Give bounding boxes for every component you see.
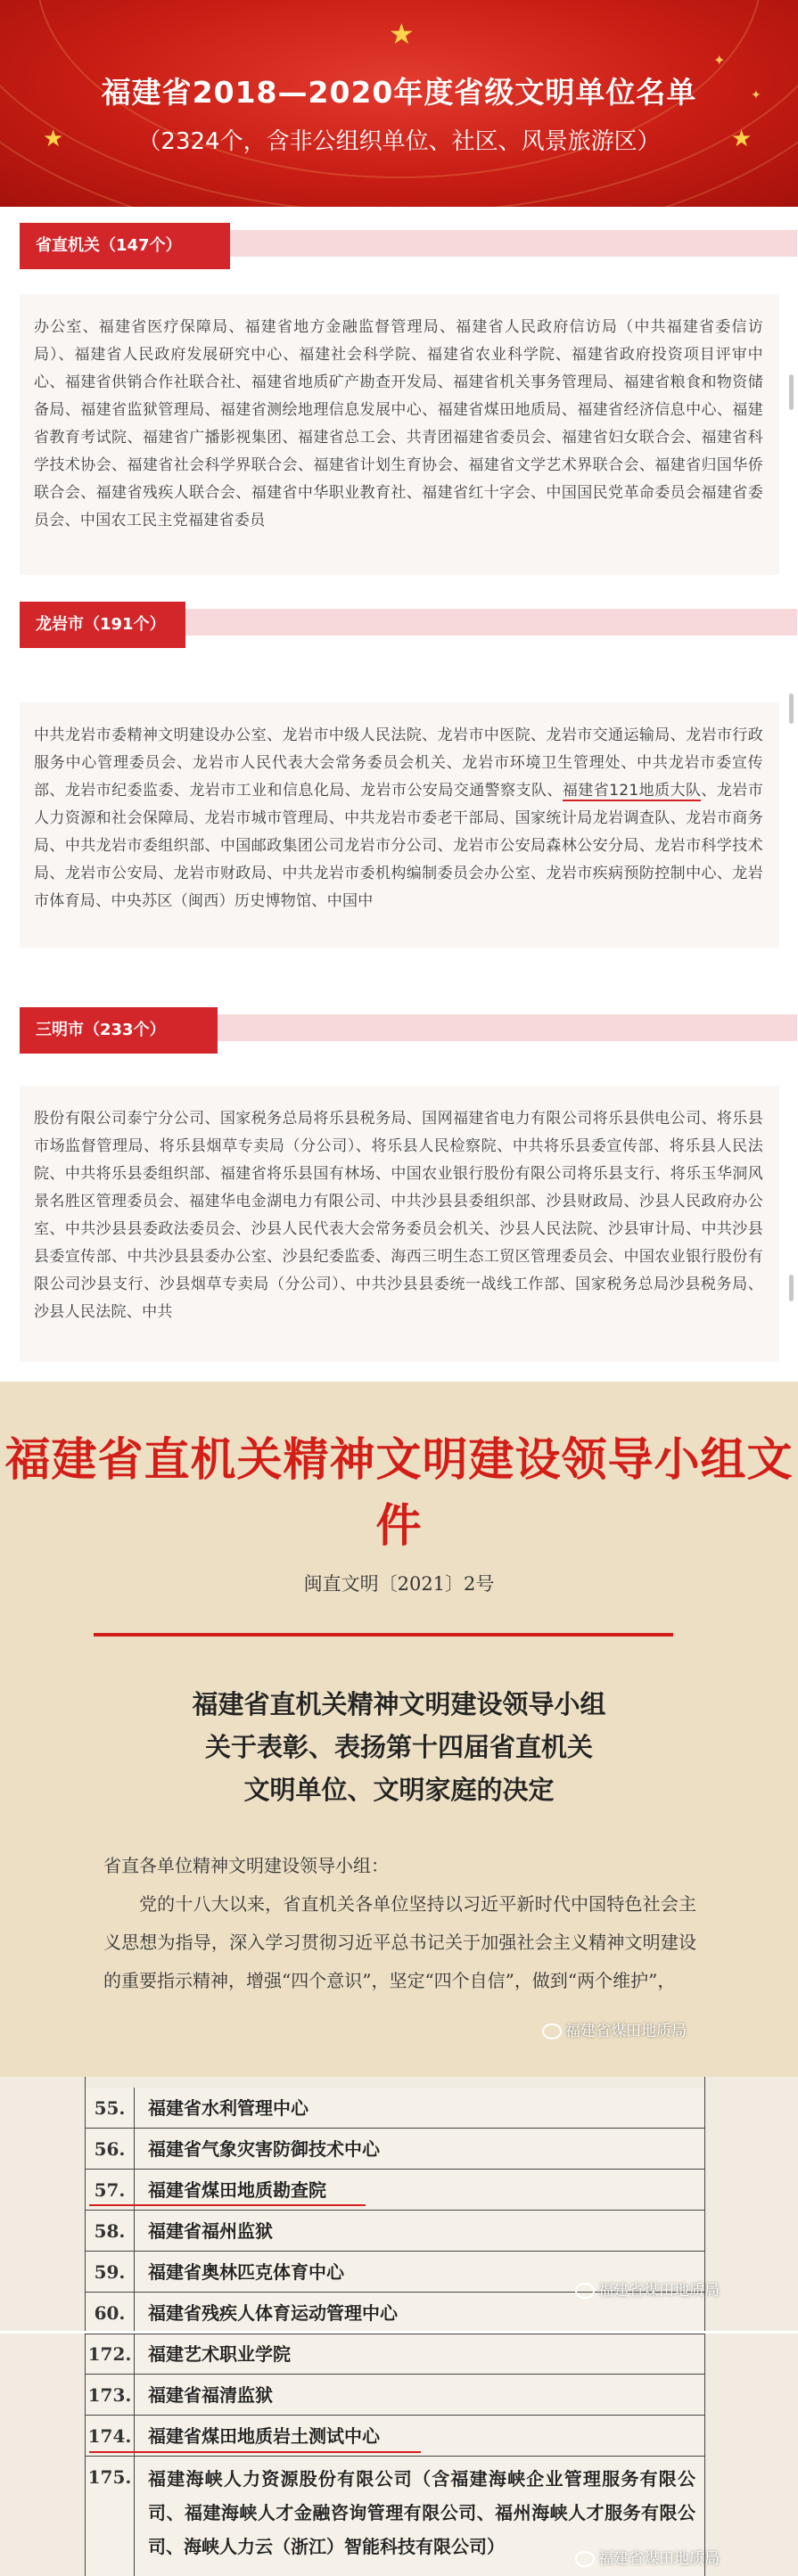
- table-row: 57. 福建省煤田地质勘查院: [85, 2170, 705, 2211]
- table-row: 173. 福建省福清监狱: [85, 2375, 705, 2416]
- red-underline: [89, 2204, 366, 2206]
- star-icon: ★: [731, 126, 753, 152]
- section-text: 中共龙岩市委精神文明建设办公室、龙岩市中级人民法院、龙岩市中医院、龙岩市交通运输局、龙岩市行政服务中心管理委员会、龙岩市人民代表大会常务委员会机关、龙岩市环境卫生管理处、中共龙岩市委宣传部、龙岩市纪委监委、龙岩市工业和信息化局、龙岩市公安局交通警察支队、福建省121地质大队、龙岩市人力资源和社会保障局、龙岩市城市管理局、中共龙岩市委老干部局、国家统计局龙岩调查队、龙岩市商务局、中共龙岩市委组织部、中国邮政集团公司龙岩市分公司、龙岩市公安局森林公安分局、龙岩市科学技术局、龙岩市公安局、龙岩市财政局、中共龙岩市委机构编制委员会办公室、龙岩市疾病预防控制中心、龙岩市体育局、中央苏区（闽西）历史博物馆、中国中: [34, 726, 764, 910]
- scrollbar[interactable]: [789, 374, 794, 410]
- table-row: 56. 福建省气象灾害防御技术中心: [85, 2129, 705, 2170]
- table-row: 172. 福建艺术职业学院: [85, 2334, 705, 2375]
- document-number: 闽直文明〔2021〕2号: [303, 1573, 495, 1595]
- wechat-icon: [542, 2023, 562, 2039]
- red-divider: [94, 1633, 673, 1637]
- page-subtitle: （2324个，含非公组织单位、社区、风景旅游区）: [137, 128, 661, 155]
- highlighted-unit: 福建省121地质大队: [562, 782, 702, 800]
- document-salutation: 省直各单位精神文明建设领导小组：: [103, 1855, 389, 1876]
- table-row: 58. 福建省福州监狱: [85, 2211, 705, 2252]
- watermark: 福建省煤田地质局: [575, 2277, 720, 2300]
- star-icon: ★: [389, 17, 415, 51]
- table-row: 174. 福建省煤田地质岩土测试中心: [85, 2416, 705, 2457]
- star-icon: ✦: [713, 52, 726, 69]
- table-row: 59. 福建省奥林匹克体育中心: [85, 2252, 705, 2293]
- document-title: 福建省直机关精神文明建设领导小组文件: [4, 1433, 794, 1553]
- page-title: 福建省2018—2020年度省级文明单位名单: [101, 75, 697, 110]
- watermark: 福建省煤田地质局: [542, 2018, 687, 2040]
- scrollbar[interactable]: [789, 693, 794, 724]
- document-scan: [0, 1382, 798, 2077]
- section-text-box[interactable]: [20, 1086, 779, 1362]
- section-text-box[interactable]: [20, 294, 779, 575]
- section-text: 办公室、福建省医疗保障局、福建省地方金融监督管理局、福建省人民政府信访局（中共福建省委信访局）、福建省人民政府发展研究中心、福建社会科学院、福建省农业科学院、福建省政府投资项目评审中心、福建省供销合作社联合社、福建省地质矿产勘查开发局、福建省机关事务管理局、福建省粮食和物资储备局、福建省监狱管理局、福建省测绘地理信息发展中心、福建省煤田地质局、福建省经济信息中心、福建省教育考试院、福建省广播影视集团、福建省总工会、共青团福建省委员会、福建省妇女联合会、福建省科学技术协会、福建省社会科学界联合会、福建省计划生育协会、福建省文学艺术界联合会、福建省归国华侨联合会、福建省残疾人联合会、福建省中华职业教育社、福建省红十字会、中国国民党革命委员会福建省委员会、中国农工民主党福建省委员: [34, 318, 763, 529]
- wechat-icon: [575, 2283, 595, 2299]
- unit-list-scan: [0, 2077, 798, 2331]
- section-tag-longyan: 龙岩市（191个）: [20, 602, 185, 648]
- section-text-box[interactable]: [20, 702, 779, 948]
- watermark: 福建省煤田地质局: [575, 2546, 720, 2568]
- document-paragraph: 党的十八大以来，省直机关各单位坚持以习近平新时代中国特色社会主义思想为指导，深入学习贯彻习近平总书记关于加强社会主义精神文明建设的重要指示精神，增强“四个意识”，坚定“四个自信”，做到“两个维护”，: [103, 1893, 696, 1991]
- document-subtitle-line: 福建省直机关精神文明建设领导小组: [192, 1689, 606, 1719]
- table-edge: [85, 2077, 705, 2088]
- red-underline: [89, 2451, 421, 2453]
- unit-list-scan: [0, 2334, 798, 2576]
- section-tag-provincial: 省直机关（147个）: [20, 223, 230, 269]
- wechat-icon: [575, 2551, 595, 2567]
- section-text: 股份有限公司泰宁分公司、国家税务总局将乐县税务局、国网福建省电力有限公司将乐县供电公司、将乐县市场监督管理局、将乐县烟草专卖局（分公司）、将乐县人民检察院、中共将乐县委宣传部、将乐县人民法院、中共将乐县委组织部、福建省将乐县国有林场、中国农业银行股份有限公司将乐县支行、将乐玉华洞风景名胜区管理委员会、福建华电金湖电力有限公司、中共沙县县委组织部、沙县财政局、沙县人民政府办公室、中共沙县县委政法委员会、沙县人民代表大会常务委员会机关、沙县人民法院、沙县审计局、中共沙县县委宣传部、中共沙县县委办公室、沙县纪委监委、海西三明生态工贸区管理委员会、中国农业银行股份有限公司沙县支行、沙县烟草专卖局（分公司）、中共沙县县委统一战线工作部、国家税务总局沙县税务局、沙县人民法院、中共: [34, 1110, 763, 1321]
- header-banner: [0, 0, 798, 207]
- section-tag-sanming: 三明市（233个）: [20, 1007, 218, 1054]
- table-row: 60. 福建省残疾人体育运动管理中心: [85, 2293, 705, 2331]
- document-body: [103, 1847, 696, 2000]
- star-icon: ✦: [751, 88, 761, 103]
- document-subtitle-line: 文明单位、文明家庭的决定: [243, 1775, 555, 1805]
- document-subtitle-line: 关于表彰、表扬第十四届省直机关: [204, 1732, 593, 1762]
- table-row: 175. 福建海峡人力资源股份有限公司（含福建海峡企业管理服务有限公司、福建海峡人才金融咨询管理有限公司、福州海峡人才服务有限公司、海峡人力云（浙江）智能科技有限公司）: [85, 2457, 705, 2576]
- star-icon: ★: [43, 126, 64, 152]
- table-row: 55. 福建省水利管理中心: [85, 2088, 705, 2129]
- scrollbar[interactable]: [789, 1275, 794, 1301]
